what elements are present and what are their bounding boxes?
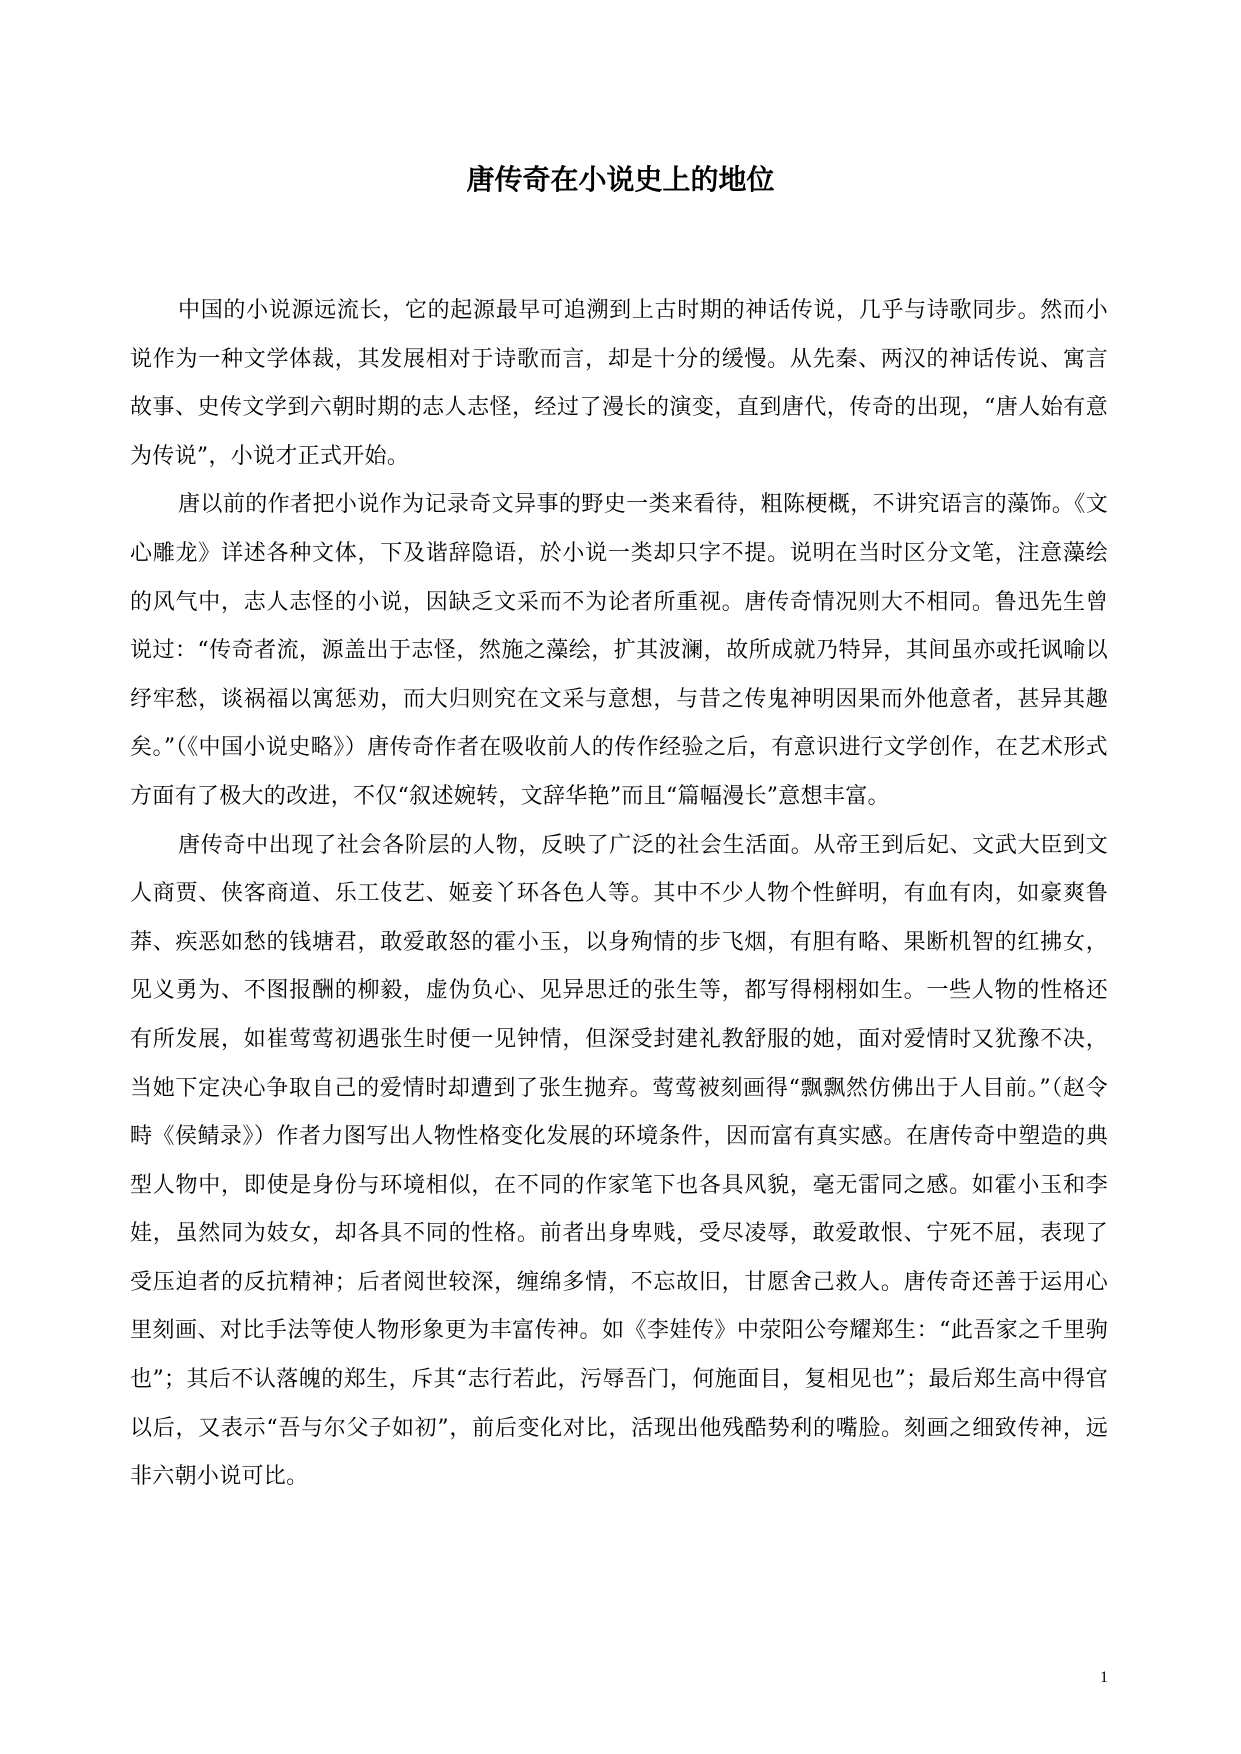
document-body <box>130 287 1108 1502</box>
paragraph-1: 中国的小说源远流长，它的起源最早可追溯到上古时期的神话传说，几乎与诗歌同步。然而小说作为一种文学体裁，其发展相对于诗歌而言，却是十分的缓慢。从先秦、两汉的神话传说、寓言故事、史传文学到六朝时期的志人志怪，经过了漫长的演变，直到唐代，传奇的出现，“唐人始有意为传说”，小说才正式开始。 <box>130 298 1108 469</box>
page-number: 1 <box>1100 1669 1108 1686</box>
paragraph-3: 唐传奇中出现了社会各阶层的人物，反映了广泛的社会生活面。从帝王到后妃、文武大臣到文人商贾、侠客商道、乐工伎艺、姬妾丫环各色人等。其中不少人物个性鲜明，有血有肉，如豪爽鲁莽、疾恶如愁的钱塘君，敢爱敢怒的霍小玉，以身殉情的步飞烟，有胆有略、果断机智的红拂女，见义勇为、不图报酬的柳毅，虚伪负心、见异思迁的张生等，都写得栩栩如生。一些人物的性格还有所发展，如崔莺莺初遇张生时便一见钟情，但深受封建礼教舒服的她，面对爱情时又犹豫不决，当她下定决心争取自己的爱情时却遭到了张生抛弃。莺莺被刻画得“飘飘然仿佛出于人目前。”（赵令畤《侯鲭录》）作者力图写出人物性格变化发展的环境条件，因而富有真实感。在唐传奇中塑造的典型人物中，即使是身份与环境相似，在不同的作家笔下也各具风貌，毫无雷同之感。如霍小玉和李娃，虽然同为妓女，却各具不同的性格。前者出身卑贱，受尽凌辱，敢爱敢恨、宁死不屈，表现了受压迫者的反抗精神；后者阅世较深，缠绵多情，不忘故旧，甘愿舍己救人。唐传奇还善于运用心里刻画、对比手法等使人物形象更为丰富传神。如《李娃传》中荥阳公夸耀郑生：“此吾家之千里驹也”；其后不认落魄的郑生，斥其“志行若此，污辱吾门，何施面目，复相见也”；最后郑生高中得官以后，又表示“吾与尔父子如初”，前后变化对比，活现出他残酷势利的嘴脸。刻画之细致传神，远非六朝小说可比。 <box>130 832 1108 1490</box>
document-title: 唐传奇在小说史上的地位 <box>466 163 775 196</box>
paragraph-2: 唐以前的作者把小说作为记录奇文异事的野史一类来看待，粗陈梗概，不讲究语言的藻饰。《文心雕龙》详述各种文体，下及谐辞隐语，於小说一类却只字不提。说明在当时区分文笔，注意藻绘的风气中，志人志怪的小说，因缺乏文采而不为论者所重视。唐传奇情况则大不相同。鲁迅先生曾说过：“传奇者流，源盖出于志怪，然施之藻绘，扩其波澜，故所成就乃特异，其间虽亦或托讽喻以纾牢愁，谈祸福以寓惩劝，而大归则究在文采与意想，与昔之传鬼神明因果而外他意者，甚异其趣矣。”（《中国小说史略》）唐传奇作者在吸收前人的传作经验之后，有意识进行文学创作，在艺术形式方面有了极大的改进，不仅“叙述婉转，文辞华艳”而且“篇幅漫长”意想丰富。 <box>130 492 1108 809</box>
